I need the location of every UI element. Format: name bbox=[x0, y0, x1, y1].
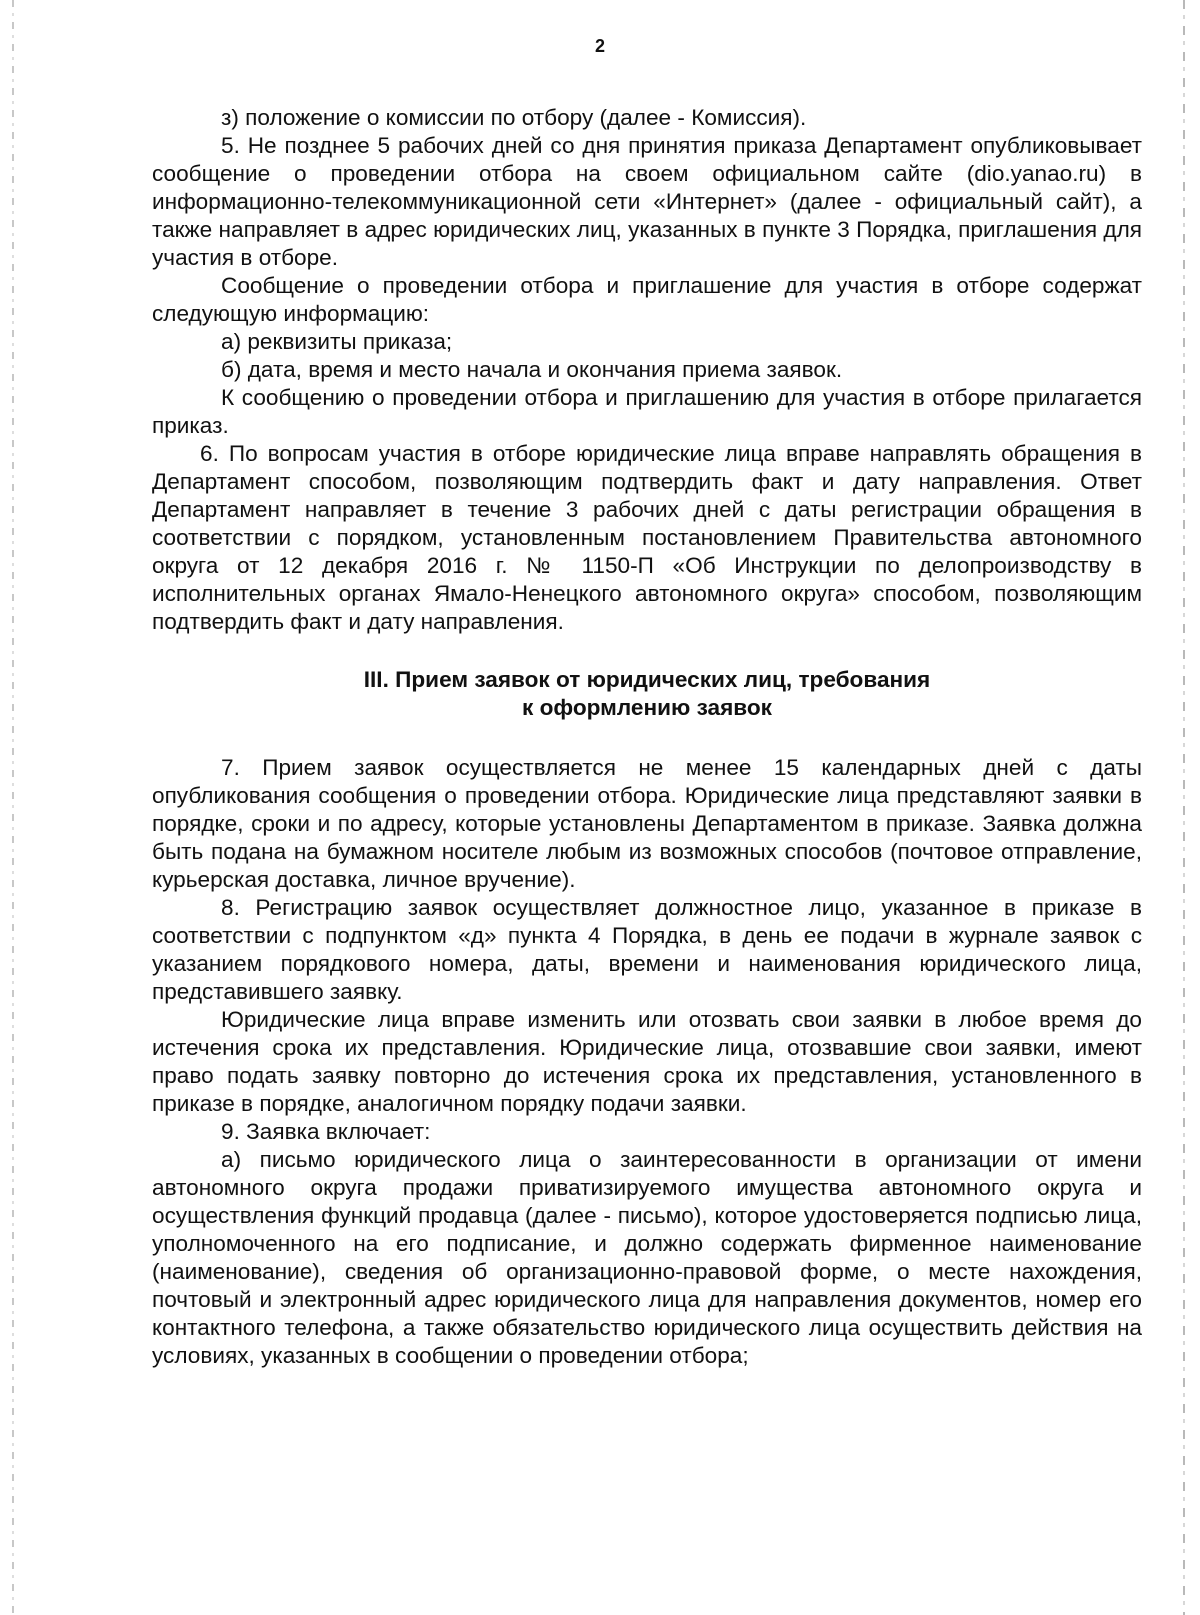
scan-edge-left bbox=[12, 0, 14, 1615]
paragraph-9-item-a: а) письмо юридического лица о заинтересованности в организации от имени автономного округа продажи приватизируемого имущества автономного округа и осуществления функций продавца (далее - письмо), которое удостоверяется подписью лица, уполномоченного на его подписание, и должно содержать фирменное наименование (наименование), сведения об организационно-правовой форме, о месте нахождения, почтовый и электронный адрес юридического лица для направления документов, номер его контактного телефона, а также обязательство юридического лица осуществить действия на условиях, указанных в сообщении о проведении отбора; bbox=[152, 1147, 1142, 1368]
paragraph-7: 7. Прием заявок осуществляется не менее 15 календарных дней с даты опубликования сообщения о проведении отбора. Юридические лица представляют заявки в порядке, сроки и по адресу, которые установлены Департаментом в приказе. Заявка должна быть подана на бумажном носителе любым из возможных способов (почтовое отправление, курьерская доставка, личное вручение). bbox=[152, 755, 1142, 892]
section-3-heading bbox=[152, 666, 1142, 722]
document-body bbox=[152, 104, 1142, 1370]
paragraph-5-info: Сообщение о проведении отбора и приглашение для участия в отборе содержат следующую информацию: bbox=[152, 273, 1142, 326]
scan-edge-right bbox=[1183, 0, 1185, 1615]
paragraph-9: 9. Заявка включает: bbox=[221, 1119, 431, 1144]
paragraph-6: 6. По вопросам участия в отборе юридические лица вправе направлять обращения в Департамент способом, позволяющим подтвердить факт и дату направления. Ответ Департамент направляет в течение 3 рабочих дней с даты регистрации обращения в соответствии с порядком, установленным постановлением Правительства автономного округа от 12 декабря 2016 г. № 1150-П «Об Инструкции по делопроизводству в исполнительных органах Ямало-Ненецкого автономного округа» способом, позволяющим подтвердить факт и дату направления. bbox=[152, 441, 1142, 634]
section-3-heading-line-2: к оформлению заявок bbox=[522, 695, 772, 720]
paragraph-5-attachment: К сообщению о проведении отбора и приглашению для участия в отборе прилагается приказ. bbox=[152, 385, 1142, 438]
paragraph-8: 8. Регистрацию заявок осуществляет должностное лицо, указанное в приказе в соответствии с подпунктом «д» пункта 4 Порядка, в день ее подачи в журнале заявок с указанием порядкового номера, даты, времени и наименования юридического лица, представившего заявку. bbox=[152, 895, 1142, 1004]
section-3-heading-line-1: III. Прием заявок от юридических лиц, требования bbox=[363, 667, 931, 692]
page-number: 2 bbox=[594, 36, 605, 56]
paragraph-8-withdraw: Юридические лица вправе изменить или отозвать свои заявки в любое время до истечения срока их представления. Юридические лица, отозвавшие свои заявки, имеют право подать заявку повторно до истечения срока их представления, установленного в приказе в порядке, аналогичном порядку подачи заявки. bbox=[152, 1007, 1142, 1116]
paragraph-5: 5. Не позднее 5 рабочих дней со дня принятия приказа Департамент опубликовывает сообщение о проведении отбора на своем официальном сайте (dio.yanao.ru) в информационно-телекоммуникационной сети «Интернет» (далее - официальный сайт), а также направляет в адрес юридических лиц, указанных в пункте 3 Порядка, приглашения для участия в отборе. bbox=[152, 133, 1142, 270]
paragraph-5-item-b: б) дата, время и место начала и окончания приема заявок. bbox=[221, 357, 843, 382]
paragraph-5-item-a: а) реквизиты приказа; bbox=[221, 329, 453, 354]
paragraph-item-z: з) положение о комиссии по отбору (далее - Комиссия). bbox=[221, 105, 807, 130]
